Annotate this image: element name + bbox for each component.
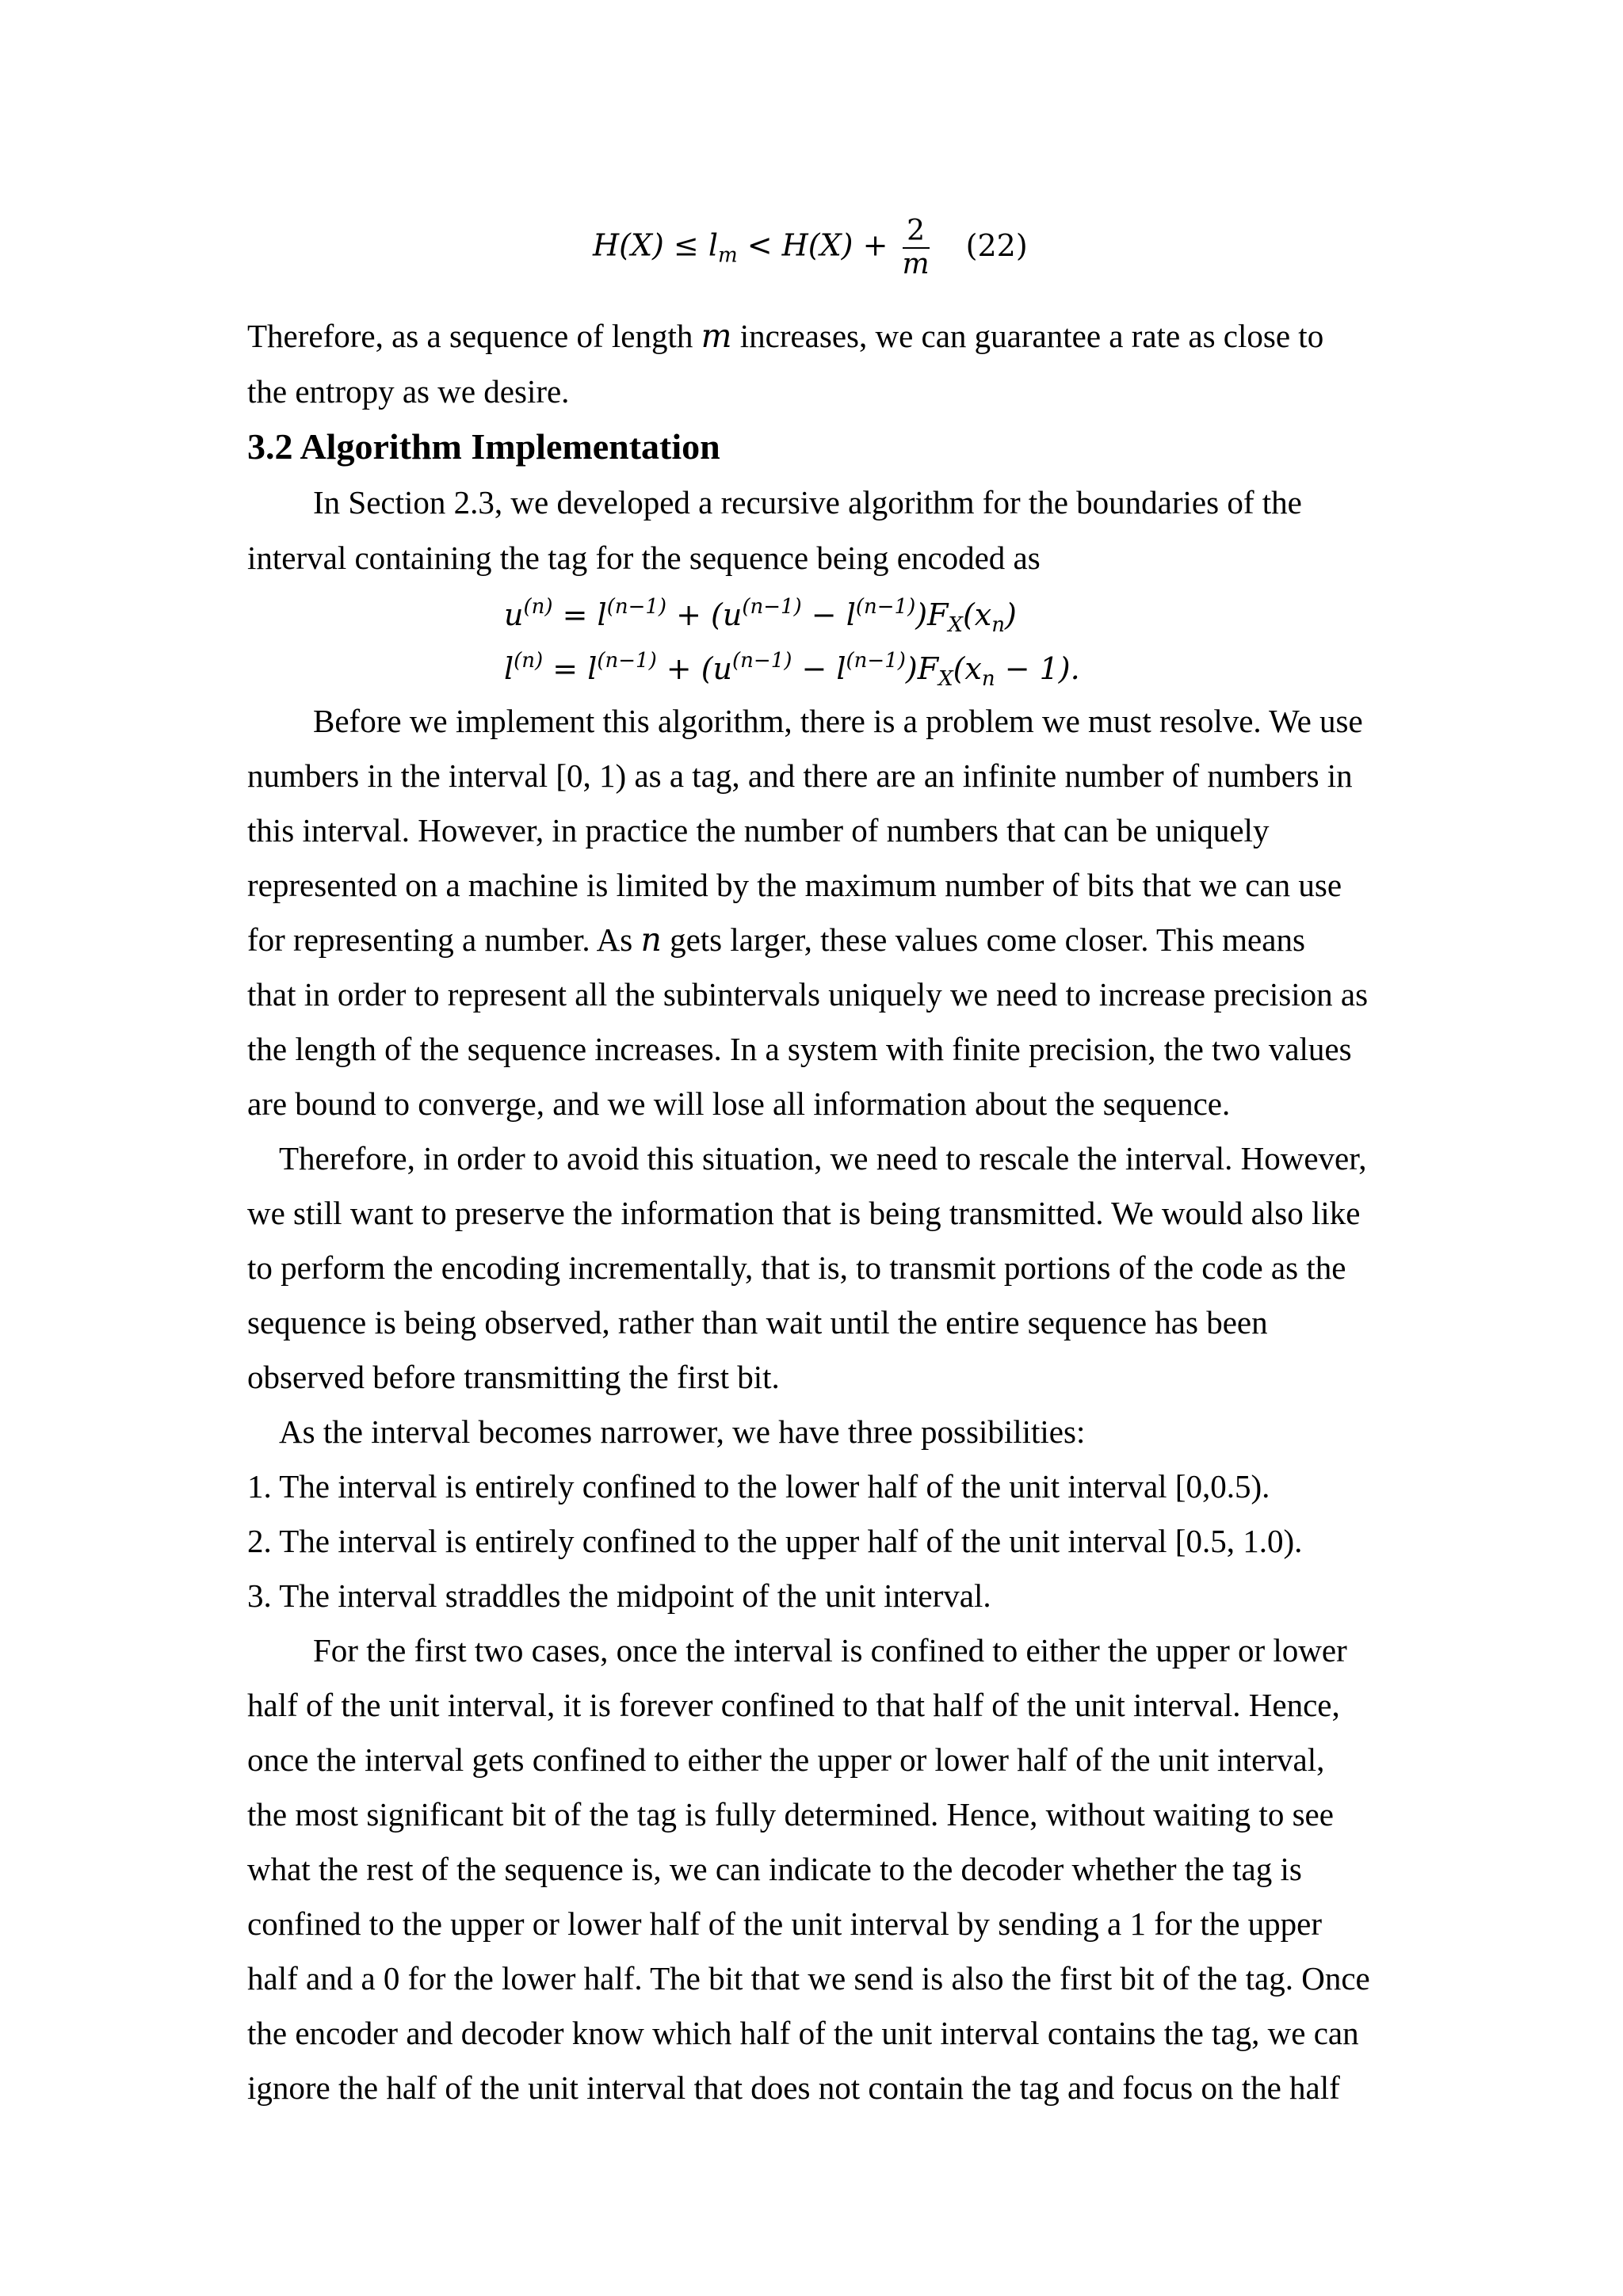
para3-line-2: we still want to preserve the information that is being transmitted. We would also like (247, 1195, 1361, 1231)
u-n: u (504, 597, 524, 632)
para2-line-4: represented on a machine is limited by the maximum number of bits that we can use (247, 867, 1342, 903)
l-rhs-f: − 1). (995, 651, 1080, 686)
para3-line-4: sequence is being observed, rather than wait until the entire sequence has been (247, 1304, 1268, 1341)
para3-line-5: observed before transmitting the first bit. (247, 1359, 780, 1395)
para2-line-1: Before we implement this algorithm, there is a problem we must resolve. We use (313, 703, 1363, 739)
intro-var-m: m (701, 317, 732, 355)
fraction-denominator: m (902, 248, 930, 280)
u-rhs-f: ) (1004, 597, 1017, 632)
u-rhs-d-sub: X (948, 613, 963, 637)
l-rhs-e-sub: n (981, 667, 995, 691)
l-rhs-e: (x (953, 651, 982, 686)
para3-line-1: Therefore, in order to avoid this situation, we need to rescale the interval. However, (279, 1140, 1367, 1177)
intro-text-b: increases, we can guarantee a rate as close to (731, 318, 1324, 354)
para2-line-6: that in order to represent all the subintervals uniquely we need to increase precision as (247, 976, 1369, 1013)
para2-line-8: are bound to converge, and we will lose all information about the sequence. (247, 1085, 1231, 1122)
section-heading: 3.2 Algorithm Implementation (247, 426, 720, 467)
possibility-1: 1. The interval is entirely confined to the lower half of the unit interval [0,0.5). (247, 1468, 1270, 1505)
u-n-sup: (n) (523, 595, 553, 619)
l-n-sup: (n) (514, 649, 544, 673)
para5-line-5: what the rest of the sequence is, we can indicate to the decoder whether the tag is (247, 1851, 1302, 1887)
para2-line-7: the length of the sequence increases. In a system with finite precision, the two values (247, 1031, 1352, 1067)
para2-line-5-a: for representing a number. As (247, 921, 641, 958)
equation-22-mid: < H(X) + (737, 227, 898, 263)
para5-line-8: the encoder and decoder know which half of the unit interval contains the tag, we can (247, 2015, 1359, 2051)
recursion-l-equation (504, 640, 1080, 700)
para2-line-3: this interval. However, in practice the number of numbers that can be uniquely (247, 812, 1270, 849)
possibility-3: 3. The interval straddles the midpoint of the unit interval. (247, 1577, 991, 1614)
para3-line-3: to perform the encoding incrementally, that is, to transmit portions of the code as the (247, 1249, 1346, 1286)
para5-line-9: ignore the half of the unit interval that does not contain the tag and focus on the half (247, 2069, 1340, 2106)
equation-22 (593, 215, 1028, 280)
para5-line-1: For the first two cases, once the interval is confined to either the upper or lower (313, 1632, 1347, 1669)
intro-line-2: the entropy as we desire. (247, 373, 570, 410)
para5-line-2: half of the unit interval, it is forever confined to that half of the unit interval. Hence, (247, 1687, 1340, 1723)
para5-line-3: once the interval gets confined to either the upper or lower half of the unit interval, (247, 1741, 1325, 1778)
l-rhs-d-sub: X (938, 667, 953, 691)
u-rhs-e: (x (962, 597, 992, 632)
para2-line-5 (247, 919, 1388, 960)
para4-line-1: As the interval becomes narrower, we have three possibilities: (279, 1413, 1086, 1450)
intro-text-a: Therefore, as a sequence of length (247, 318, 701, 354)
para5-line-7: half and a 0 for the lower half. The bit that we send is also the first bit of the tag. Once (247, 1960, 1370, 1997)
para5-line-6: confined to the upper or lower half of the unit interval by sending a 1 for the upper (247, 1905, 1323, 1942)
l-rhs-c-sup: (n−1) (846, 649, 906, 673)
possibility-2: 2. The interval is entirely confined to the upper half of the unit interval [0.5, 1.0). (247, 1523, 1303, 1559)
l-rhs-a: = l (543, 651, 598, 686)
para5-line-4: the most significant bit of the tag is fully determined. Hence, without waiting to see (247, 1796, 1334, 1833)
para2-line-5-b: gets larger, these values come closer. This means (661, 921, 1305, 958)
u-rhs-a: = l (552, 597, 607, 632)
u-rhs-a-sup: (n−1) (606, 595, 667, 619)
l-rhs-b: + (u (656, 651, 733, 686)
l-rhs-c: − l (792, 651, 846, 686)
equation-22-l: l (708, 227, 718, 263)
equation-number: (22) (965, 227, 1028, 263)
recursion-u-equation (504, 586, 1017, 646)
equation-22-fraction (903, 215, 930, 280)
u-rhs-e-sub: n (991, 613, 1005, 637)
intro-line-1 (247, 315, 1388, 357)
u-rhs-b-sup: (n−1) (742, 595, 802, 619)
l-rhs-b-sup: (n−1) (732, 649, 792, 673)
u-rhs-d: )F (915, 597, 949, 632)
para2-line-2: numbers in the interval [0, 1) as a tag, and there are an infinite number of numbers in (247, 757, 1353, 794)
l-n: l (504, 651, 514, 686)
equation-22-lhs: H(X) ≤ (593, 227, 708, 263)
fraction-numerator: 2 (903, 215, 930, 249)
u-rhs-c-sup: (n−1) (855, 595, 916, 619)
l-rhs-a-sup: (n−1) (597, 649, 657, 673)
para2-var-n: n (640, 921, 662, 959)
l-rhs-d: )F (905, 651, 939, 686)
para1-line-1: In Section 2.3, we developed a recursive algorithm for the boundaries of the (313, 484, 1302, 521)
equation-22-l-sub: m (718, 243, 738, 268)
u-rhs-c: − l (801, 597, 856, 632)
u-rhs-b: + (u (666, 597, 743, 632)
para1-line-2: interval containing the tag for the sequence being encoded as (247, 540, 1041, 576)
